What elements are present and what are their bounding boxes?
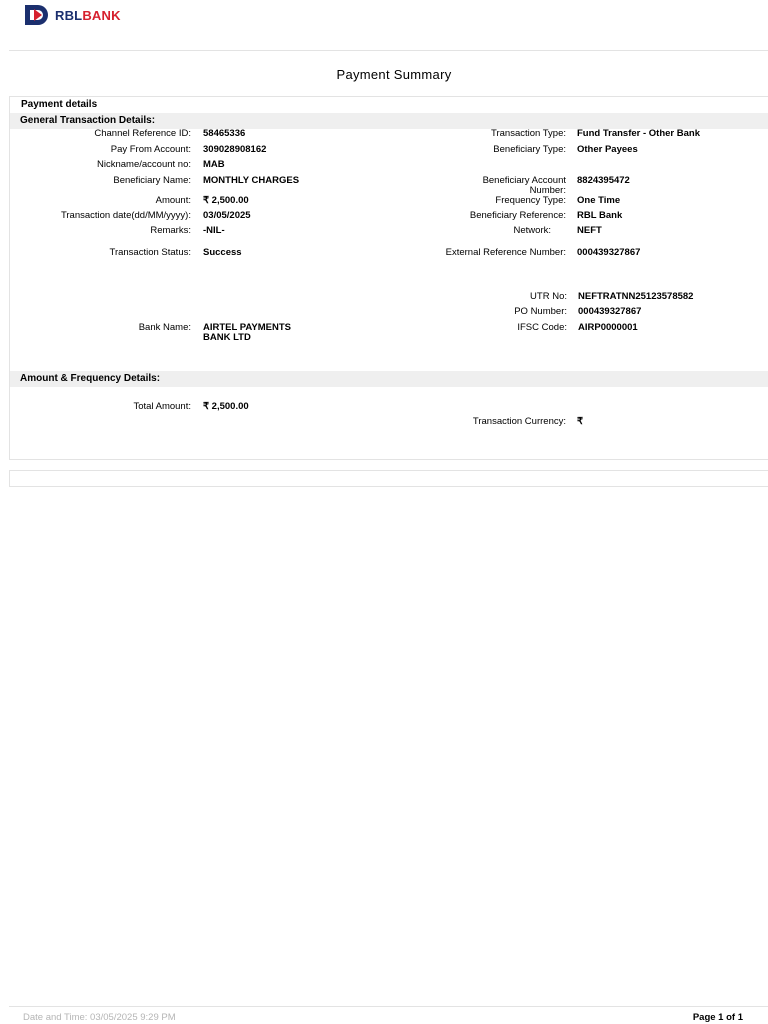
logo-rbl-text: RBL <box>55 7 83 23</box>
payment-details-card <box>9 96 768 460</box>
transaction-currency-label: Transaction Currency: <box>472 416 566 427</box>
payment-details-label: Payment details <box>21 99 98 110</box>
general-transaction-header <box>10 113 768 129</box>
bank-name-value <box>203 323 291 343</box>
external-reference-value: 000439327867 <box>577 247 641 258</box>
total-amount-label: Total Amount: <box>133 401 191 412</box>
channel-ref-value: 58465336 <box>203 128 246 139</box>
po-number-label: PO Number: <box>514 306 567 317</box>
amount-value: ₹ 2,500.00 <box>203 195 249 206</box>
amount-label: Amount: <box>155 195 191 206</box>
network-label: Network: <box>513 225 551 236</box>
beneficiary-reference-value: RBL Bank <box>577 210 623 221</box>
beneficiary-type-label: Beneficiary Type: <box>493 144 566 155</box>
frequency-type-value: One Time <box>577 195 621 206</box>
beneficiary-account-label-line2: Number: <box>529 185 566 196</box>
transaction-date-value: 03/05/2025 <box>203 210 251 221</box>
empty-card <box>9 470 768 487</box>
utr-value: NEFTRATNN25123578582 <box>578 291 694 302</box>
ifsc-value: AIRP0000001 <box>578 322 638 333</box>
footer-divider <box>9 1006 768 1007</box>
po-number-value: 000439327867 <box>578 306 642 317</box>
footer-page-number: Page 1 of 1 <box>692 1012 743 1023</box>
channel-ref-label: Channel Reference ID: <box>94 128 191 139</box>
transaction-status-value: Success <box>203 247 242 258</box>
transaction-currency-value: ₹ <box>577 416 584 427</box>
header-divider <box>9 50 768 51</box>
remarks-label: Remarks: <box>150 225 191 236</box>
footer-date-time: Date and Time: 03/05/2025 9:29 PM <box>23 1012 176 1023</box>
transaction-type-label: Transaction Type: <box>491 128 566 139</box>
bank-name-label: Bank Name: <box>138 322 191 333</box>
transaction-type-value: Fund Transfer - Other Bank <box>577 128 700 139</box>
pay-from-label: Pay From Account: <box>110 144 191 155</box>
beneficiary-name-label: Beneficiary Name: <box>113 175 191 186</box>
bank-name-value-line2: BANK LTD <box>203 332 251 343</box>
general-transaction-heading: General Transaction Details: <box>20 115 156 126</box>
beneficiary-type-value: Other Payees <box>577 144 638 155</box>
page-title: Payment Summary <box>336 67 452 82</box>
external-reference-label: External Reference Number: <box>445 247 566 258</box>
beneficiary-account-label <box>390 176 566 196</box>
amount-frequency-header <box>10 371 768 387</box>
logo-bank-text: BANK <box>82 7 121 23</box>
beneficiary-account-label-line1: Beneficiary Account <box>482 175 566 186</box>
total-amount-value: ₹ 2,500.00 <box>203 401 249 412</box>
rbl-logo-icon <box>25 5 51 25</box>
pay-from-value: 309028908162 <box>203 144 267 155</box>
frequency-type-label: Frequency Type: <box>495 195 566 206</box>
network-value: NEFT <box>577 225 602 236</box>
utr-label: UTR No: <box>530 291 567 302</box>
nickname-value: MAB <box>203 159 225 170</box>
beneficiary-reference-label: Beneficiary Reference: <box>469 210 566 221</box>
nickname-label: Nickname/account no: <box>97 159 191 170</box>
beneficiary-name-value: MONTHLY CHARGES <box>203 175 300 186</box>
ifsc-label: IFSC Code: <box>517 322 567 333</box>
rbl-bank-logo <box>25 4 121 26</box>
transaction-date-label: Transaction date(dd/MM/yyyy): <box>60 210 191 221</box>
amount-frequency-heading: Amount & Frequency Details: <box>20 373 161 384</box>
remarks-value: -NIL- <box>203 225 225 236</box>
beneficiary-account-value: 8824395472 <box>577 175 630 186</box>
bank-name-value-line1: AIRTEL PAYMENTS <box>203 322 291 333</box>
transaction-status-label: Transaction Status: <box>109 247 191 258</box>
